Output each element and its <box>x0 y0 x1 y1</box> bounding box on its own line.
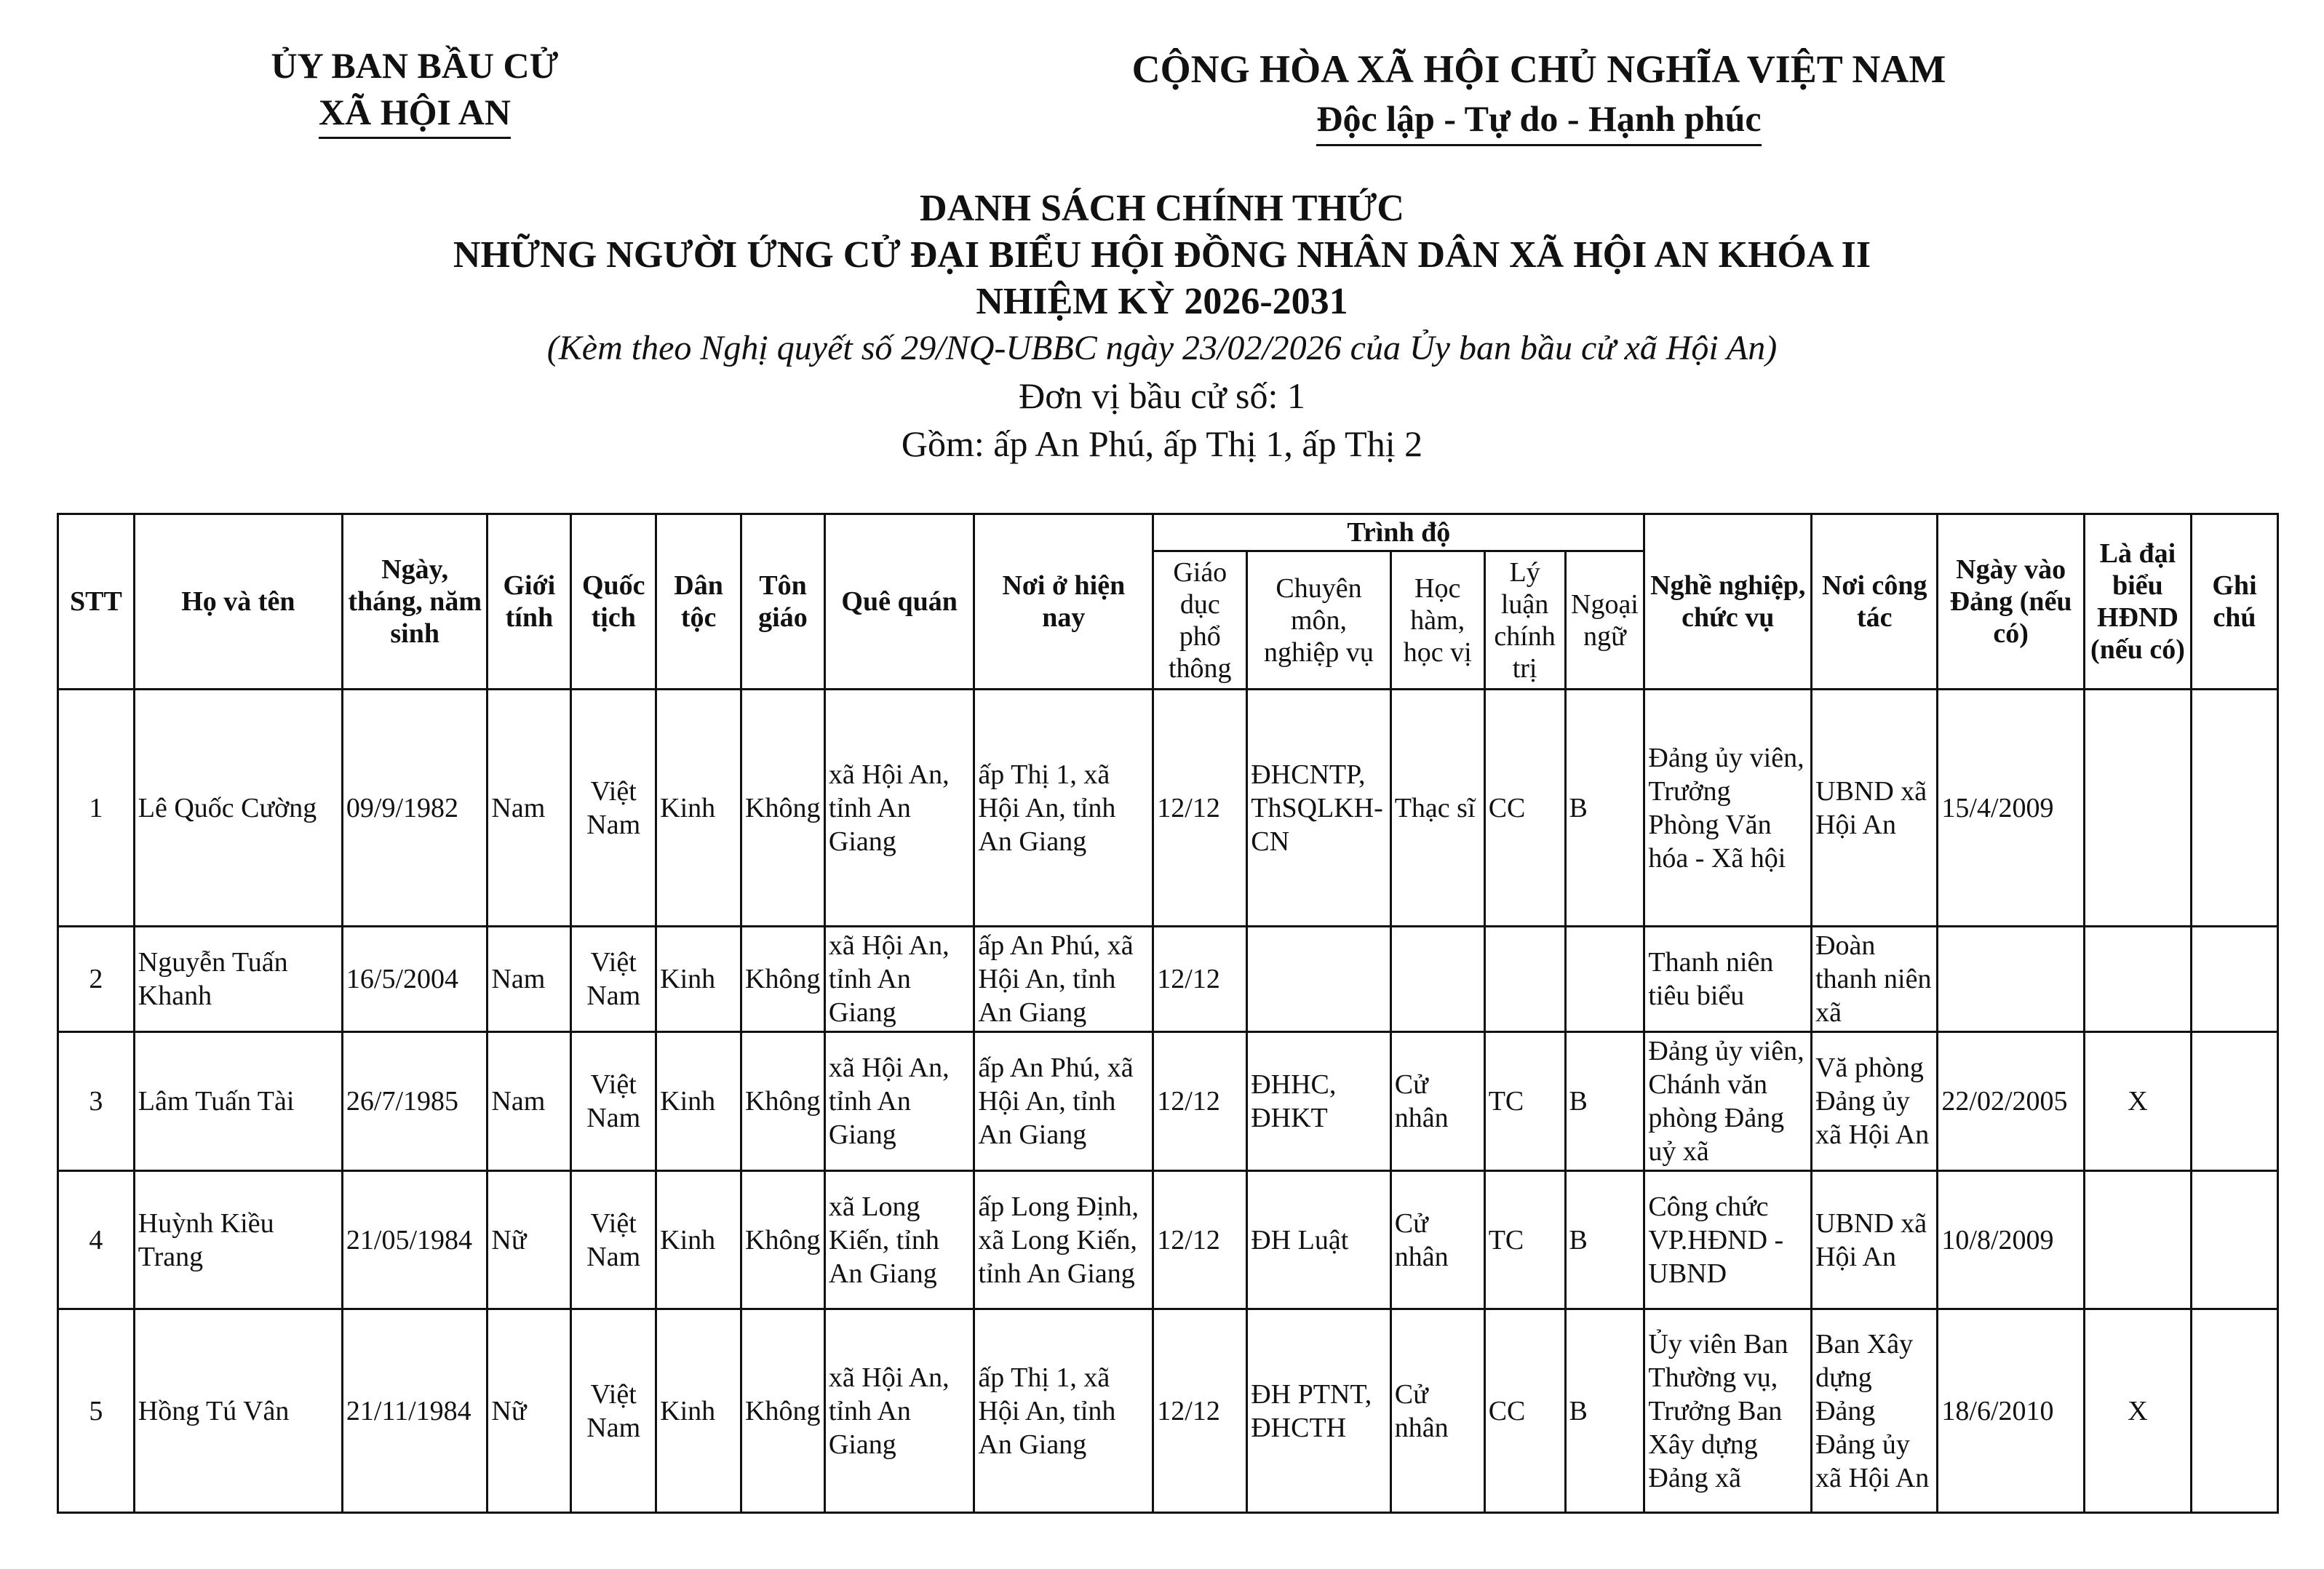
cell-academic: Cử nhân <box>1390 1171 1484 1309</box>
cell-nationality: Việt Nam <box>571 1032 656 1171</box>
cell-residence: ấp An Phú, xã Hội An, tỉnh An Giang <box>974 1032 1153 1171</box>
cell-dob: 21/11/1984 <box>342 1309 488 1513</box>
cell-education: 12/12 <box>1153 1309 1247 1513</box>
cell-education: 12/12 <box>1153 1032 1247 1171</box>
cell-note <box>2192 1171 2278 1309</box>
col-header-name: Họ và tên <box>134 514 342 690</box>
col-header-note: Ghi chú <box>2192 514 2278 690</box>
nation-name: CỘNG HÒA XÃ HỘI CHỦ NGHĨA VIỆT NAM <box>1131 47 1946 91</box>
cell-hometown: xã Long Kiến, tỉnh An Giang <box>824 1171 974 1309</box>
candidate-table <box>57 513 2279 1514</box>
cell-religion: Không <box>741 927 825 1032</box>
issuing-authority <box>182 42 648 139</box>
table-row <box>58 1171 2278 1309</box>
cell-note <box>2192 1032 2278 1171</box>
cell-gender: Nam <box>488 690 571 927</box>
cell-note <box>2192 1309 2278 1513</box>
national-header <box>1004 44 2074 146</box>
cell-hometown: xã Hội An, tỉnh An Giang <box>824 1032 974 1171</box>
cell-stt: 1 <box>58 690 135 927</box>
cell-nationality: Việt Nam <box>571 927 656 1032</box>
table-row <box>58 1309 2278 1513</box>
cell-religion: Không <box>741 1309 825 1513</box>
title-reference: (Kèm theo Nghị quyết số 29/NQ-UBBC ngày 23/02/2026 của Ủy ban bầu cử xã Hội An) <box>546 329 1778 367</box>
cell-stt: 3 <box>58 1032 135 1171</box>
cell-ethnicity: Kinh <box>656 1171 741 1309</box>
cell-profession: ĐHHC, ĐHKT <box>1247 1032 1390 1171</box>
cell-stt: 2 <box>58 927 135 1032</box>
cell-party-date: 15/4/2009 <box>1938 690 2085 927</box>
cell-dob: 26/7/1985 <box>342 1032 488 1171</box>
col-header-hdnd: Là đại biểu HĐND (nếu có) <box>2084 514 2191 690</box>
col-header-political: Lý luận chính trị <box>1484 551 1565 690</box>
col-header-hometown: Quê quán <box>824 514 974 690</box>
cell-dob: 21/05/1984 <box>342 1171 488 1309</box>
national-motto: Độc lập - Tự do - Hạnh phúc <box>1316 95 1761 146</box>
cell-ethnicity: Kinh <box>656 927 741 1032</box>
cell-job: Đảng ủy viên, Trưởng Phòng Văn hóa - Xã hội <box>1644 690 1812 927</box>
cell-hdnd <box>2084 690 2191 927</box>
cell-education: 12/12 <box>1153 1171 1247 1309</box>
cell-workplace: UBND xã Hội An <box>1812 690 1938 927</box>
cell-language: B <box>1565 1171 1644 1309</box>
cell-name: Huỳnh Kiều Trang <box>134 1171 342 1309</box>
cell-profession: ĐH PTNT, ĐHCTH <box>1247 1309 1390 1513</box>
col-header-dob: Ngày, tháng, năm sinh <box>342 514 488 690</box>
col-header-profession: Chuyên môn, nghiệp vụ <box>1247 551 1390 690</box>
cell-dob: 16/5/2004 <box>342 927 488 1032</box>
cell-residence: ấp Long Định, xã Long Kiến, tỉnh An Giang <box>974 1171 1153 1309</box>
cell-gender: Nam <box>488 1032 571 1171</box>
cell-stt: 5 <box>58 1309 135 1513</box>
authority-line-2: XÃ HỘI AN <box>319 89 511 139</box>
cell-academic <box>1390 927 1484 1032</box>
cell-profession: ĐHCNTP, ThSQLKH-CN <box>1247 690 1390 927</box>
cell-political: TC <box>1484 1171 1565 1309</box>
cell-nationality: Việt Nam <box>571 1171 656 1309</box>
table-row <box>58 1032 2278 1171</box>
cell-hometown: xã Hội An, tỉnh An Giang <box>824 690 974 927</box>
cell-party-date <box>1938 927 2085 1032</box>
cell-hdnd: X <box>2084 1032 2191 1171</box>
cell-ethnicity: Kinh <box>656 690 741 927</box>
cell-name: Hồng Tú Vân <box>134 1309 342 1513</box>
title-line-1: DANH SÁCH CHÍNH THỨC <box>920 188 1404 229</box>
authority-line-1: ỦY BAN BẦU CỬ <box>271 45 559 86</box>
cell-religion: Không <box>741 690 825 927</box>
col-header-residence: Nơi ở hiện nay <box>974 514 1153 690</box>
cell-residence: ấp Thị 1, xã Hội An, tỉnh An Giang <box>974 690 1153 927</box>
cell-profession: ĐH Luật <box>1247 1171 1390 1309</box>
col-header-ethnicity: Dân tộc <box>656 514 741 690</box>
col-header-job: Nghề nghiệp, chức vụ <box>1644 514 1812 690</box>
cell-education: 12/12 <box>1153 927 1247 1032</box>
cell-dob: 09/9/1982 <box>342 690 488 927</box>
cell-political: CC <box>1484 690 1565 927</box>
electoral-unit: Đơn vị bầu cử số: 1 <box>1019 375 1305 416</box>
cell-academic: Thạc sĩ <box>1390 690 1484 927</box>
cell-stt: 4 <box>58 1171 135 1309</box>
cell-workplace: Ban Xây dựng Đảng Đảng ủy xã Hội An <box>1812 1309 1938 1513</box>
cell-religion: Không <box>741 1171 825 1309</box>
cell-hdnd <box>2084 1171 2191 1309</box>
cell-hometown: xã Hội An, tỉnh An Giang <box>824 1309 974 1513</box>
document-title-block <box>0 185 2324 468</box>
title-line-3: NHIỆM KỲ 2026-2031 <box>976 281 1348 322</box>
cell-name: Lâm Tuấn Tài <box>134 1032 342 1171</box>
cell-language: B <box>1565 1032 1644 1171</box>
cell-hometown: xã Hội An, tỉnh An Giang <box>824 927 974 1032</box>
cell-language <box>1565 927 1644 1032</box>
cell-name: Lê Quốc Cường <box>134 690 342 927</box>
cell-workplace: UBND xã Hội An <box>1812 1171 1938 1309</box>
cell-academic: Cử nhân <box>1390 1309 1484 1513</box>
cell-gender: Nữ <box>488 1171 571 1309</box>
col-header-religion: Tôn giáo <box>741 514 825 690</box>
cell-nationality: Việt Nam <box>571 690 656 927</box>
cell-political: TC <box>1484 1032 1565 1171</box>
cell-note <box>2192 927 2278 1032</box>
cell-residence: ấp Thị 1, xã Hội An, tỉnh An Giang <box>974 1309 1153 1513</box>
cell-job: Thanh niên tiêu biểu <box>1644 927 1812 1032</box>
cell-party-date: 18/6/2010 <box>1938 1309 2085 1513</box>
electoral-areas: Gồm: ấp An Phú, ấp Thị 1, ấp Thị 2 <box>901 423 1423 464</box>
cell-religion: Không <box>741 1032 825 1171</box>
cell-education: 12/12 <box>1153 690 1247 927</box>
table-row <box>58 690 2278 927</box>
col-header-education: Giáo dục phổ thông <box>1153 551 1247 690</box>
cell-job: Đảng ủy viên, Chánh văn phòng Đảng uỷ xã <box>1644 1032 1812 1171</box>
cell-job: Ủy viên Ban Thường vụ, Trưởng Ban Xây dựng Đảng xã <box>1644 1309 1812 1513</box>
cell-political: CC <box>1484 1309 1565 1513</box>
cell-hdnd <box>2084 927 2191 1032</box>
cell-gender: Nữ <box>488 1309 571 1513</box>
col-header-nationality: Quốc tịch <box>571 514 656 690</box>
cell-name: Nguyễn Tuấn Khanh <box>134 927 342 1032</box>
col-header-stt: STT <box>58 514 135 690</box>
cell-residence: ấp An Phú, xã Hội An, tỉnh An Giang <box>974 927 1153 1032</box>
cell-party-date: 10/8/2009 <box>1938 1171 2085 1309</box>
cell-workplace: Đoàn thanh niên xã <box>1812 927 1938 1032</box>
col-header-party-date: Ngày vào Đảng (nếu có) <box>1938 514 2085 690</box>
col-header-language: Ngoại ngữ <box>1565 551 1644 690</box>
cell-hdnd: X <box>2084 1309 2191 1513</box>
cell-language: B <box>1565 1309 1644 1513</box>
cell-profession <box>1247 927 1390 1032</box>
cell-political <box>1484 927 1565 1032</box>
table-row <box>58 927 2278 1032</box>
cell-academic: Cử nhân <box>1390 1032 1484 1171</box>
col-header-workplace: Nơi công tác <box>1812 514 1938 690</box>
cell-workplace: Vă phòng Đảng ủy xã Hội An <box>1812 1032 1938 1171</box>
col-header-gender: Giới tính <box>488 514 571 690</box>
cell-ethnicity: Kinh <box>656 1309 741 1513</box>
cell-nationality: Việt Nam <box>571 1309 656 1513</box>
cell-job: Công chức VP.HĐND - UBND <box>1644 1171 1812 1309</box>
cell-gender: Nam <box>488 927 571 1032</box>
cell-language: B <box>1565 690 1644 927</box>
cell-note <box>2192 690 2278 927</box>
col-header-trinh-do: Trình độ <box>1153 514 1644 551</box>
cell-ethnicity: Kinh <box>656 1032 741 1171</box>
col-header-academic: Học hàm, học vị <box>1390 551 1484 690</box>
cell-party-date: 22/02/2005 <box>1938 1032 2085 1171</box>
title-line-2: NHỮNG NGƯỜI ỨNG CỬ ĐẠI BIỂU HỘI ĐỒNG NHÂN DÂN XÃ HỘI AN KHÓA II <box>453 234 1871 276</box>
